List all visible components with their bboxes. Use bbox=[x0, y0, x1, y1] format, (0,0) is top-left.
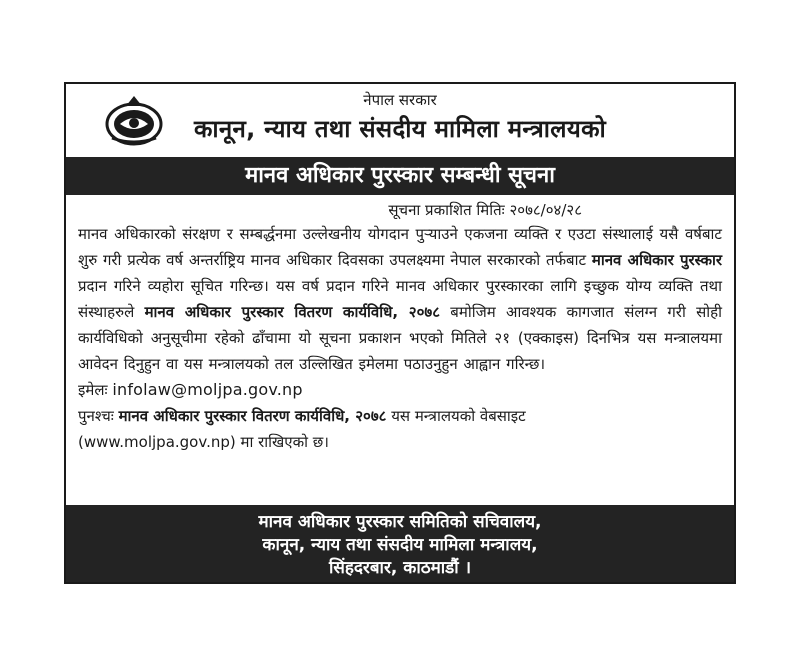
postscript bbox=[78, 403, 722, 455]
postscript-bold: मानव अधिकार पुरस्कार वितरण कार्यविधि, २०७८ bbox=[118, 407, 387, 425]
postscript-tail: मा राखिएको छ। bbox=[240, 433, 329, 451]
ministry-name: कानून, न्याय तथा संसदीय मामिला मन्त्रालयको bbox=[193, 115, 607, 143]
notice bbox=[64, 82, 736, 584]
paragraph-text: बमोजिम आवश्यक कागजात संलग्न गरी सोही कार्यविधिको अनुसूचीमा रहेको ढाँचामा यो सूचना प्रकाशन भएको मितिले २१ (एक्काइस) दिनभित्र यस मन्त्रालयमा आवेदन दिनुहुन वा यस मन्त्रालयको तल उल्लिखित इमेलमा पठाउनुहुन आह्वान गरिन्छ। bbox=[78, 303, 722, 373]
paragraph-text: प्रदान गरिने व्यहोरा सूचित गरिन्छ। यस वर्ष प्रदान गरिने मानव अधिकार पुरस्कारका लागि इच्छुक योग्य व्यक्ति तथा संस्थाहरुले bbox=[78, 277, 722, 321]
footer-line: सिंहदरबार, काठमाडौं । bbox=[328, 558, 472, 578]
footer-line: कानून, न्याय तथा संसदीय मामिला मन्त्रालय, bbox=[262, 535, 538, 555]
website-link[interactable]: (www.moljpa.gov.np) bbox=[78, 433, 236, 451]
notice-paragraph bbox=[78, 221, 722, 377]
published-date: सूचना प्रकाशित मितिः २०७८/०४/२८ bbox=[388, 201, 582, 219]
paragraph-bold: मानव अधिकार पुरस्कार bbox=[591, 251, 722, 269]
paragraph-bold: मानव अधिकार पुरस्कार वितरण कार्यविधि, २०७८ bbox=[144, 303, 440, 321]
footer bbox=[66, 505, 734, 582]
notice-content bbox=[66, 195, 734, 455]
government-name: नेपाल सरकार bbox=[363, 91, 437, 109]
postscript-label: पुनश्चः bbox=[78, 407, 114, 425]
footer-line: मानव अधिकार पुरस्कार समितिको सचिवालय, bbox=[258, 512, 542, 532]
header bbox=[66, 84, 734, 157]
email-address[interactable]: infolaw@moljpa.gov.np bbox=[112, 380, 303, 399]
email-label: इमेलः bbox=[78, 381, 108, 399]
paragraph-text: मानव अधिकारको संरक्षण र सम्बर्द्धनमा उल्लेखनीय योगदान पुर्‍याउने एकजना व्यक्ति र एउटा संस्थालाई यसै वर्षबाट शुरु गरी प्रत्येक वर्ष अन्तर्राष्ट्रिय मानव अधिकार दिवसका उपलक्ष्यमा नेपाल सरकारको तर्फबाट bbox=[78, 225, 722, 269]
notice-title: मानव अधिकार पुरस्कार सम्बन्धी सूचना bbox=[66, 157, 734, 195]
email-line bbox=[78, 377, 722, 403]
postscript-text: यस मन्त्रालयको वेबसाइट bbox=[391, 407, 526, 425]
